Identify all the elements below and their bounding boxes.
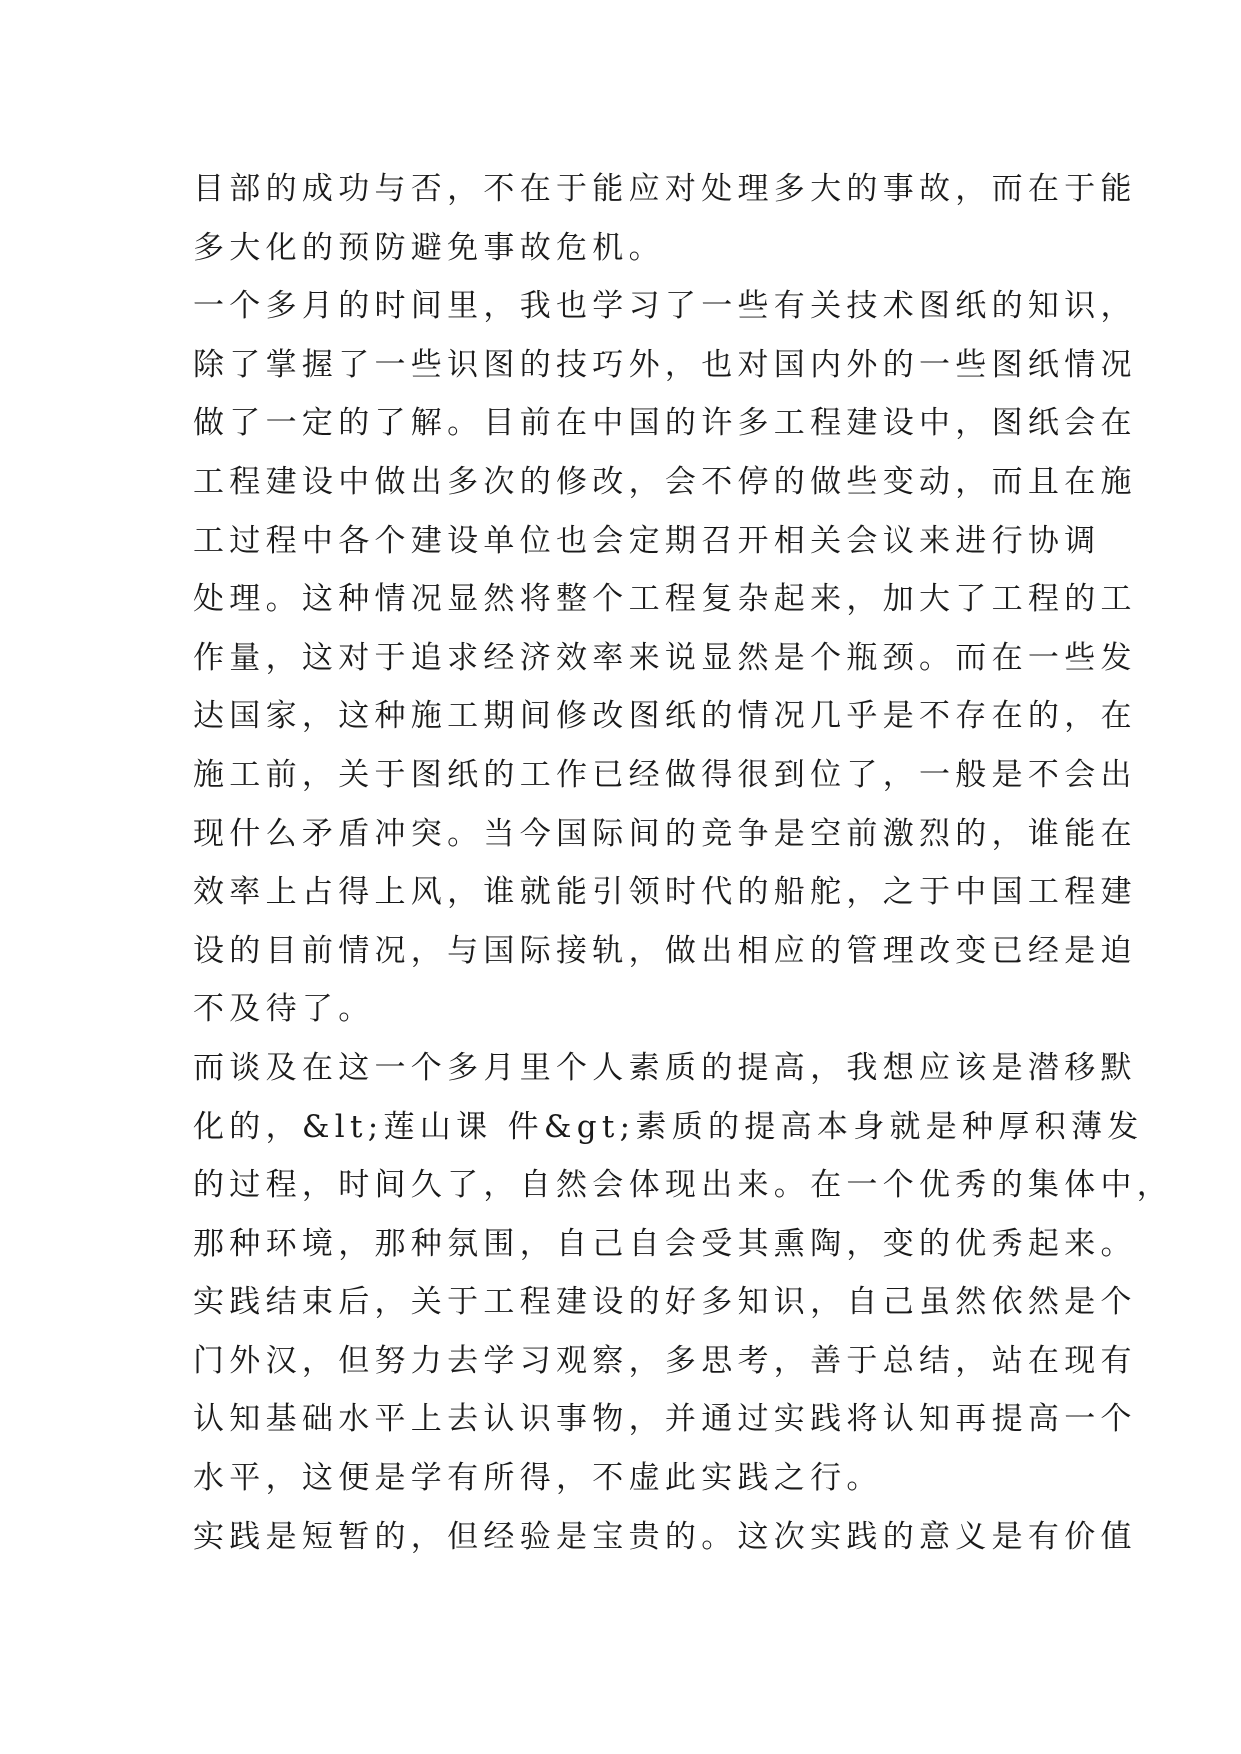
text-line: 的过程，时间久了，自然会体现出来。在一个优秀的集体中， xyxy=(193,1167,1174,1204)
text-line: 做了一定的了解。目前在中国的许多工程建设中，图纸会在 xyxy=(193,405,1137,442)
text-line: 工过程中各个建设单位也会定期召开相关会议来进行协调 xyxy=(193,522,1101,559)
text-line: 作量，这对于追求经济效率来说显然是个瓶颈。而在一些发 xyxy=(193,639,1137,676)
text-line: 达国家，这种施工期间修改图纸的情况几乎是不存在的，在 xyxy=(193,698,1137,735)
text-line: 实践是短暂的，但经验是宝贵的。这次实践的意义是有价值 xyxy=(193,1518,1137,1555)
text-line: 化的，&lt;莲山课 件&gt;素质的提高本身就是种厚积薄发 xyxy=(193,1108,1144,1145)
text-line: 现什么矛盾冲突。当今国际间的竞争是空前激烈的，谁能在 xyxy=(193,815,1137,852)
text-line: 而谈及在这一个多月里个人素质的提高，我想应该是潜移默 xyxy=(193,1049,1137,1086)
text-line: 认知基础水平上去认识事物，并通过实践将认知再提高一个 xyxy=(193,1401,1137,1438)
document-body xyxy=(193,160,1174,1566)
text-line: 水平，这便是学有所得，不虚此实践之行。 xyxy=(193,1460,883,1497)
text-line: 目部的成功与否，不在于能应对处理多大的事故，而在于能 xyxy=(193,171,1137,207)
text-line: 工程建设中做出多次的修改，会不停的做些变动，而且在施 xyxy=(193,463,1137,500)
text-line: 处理。这种情况显然将整个工程复杂起来，加大了工程的工 xyxy=(193,581,1137,618)
text-line: 设的目前情况，与国际接轨，做出相应的管理改变已经是迫 xyxy=(193,932,1137,969)
text-line: 不及待了。 xyxy=(193,991,375,1028)
text-line: 效率上占得上风，谁就能引领时代的船舵，之于中国工程建 xyxy=(193,874,1137,911)
text-line: 门外汉，但努力去学习观察，多思考，善于总结，站在现有 xyxy=(193,1342,1137,1379)
text-line: 一个多月的时间里，我也学习了一些有关技术图纸的知识， xyxy=(193,288,1137,325)
text-line: 多大化的预防避免事故危机。 xyxy=(193,229,665,266)
text-line: 除了掌握了一些识图的技巧外，也对国内外的一些图纸情况 xyxy=(193,346,1137,383)
text-line: 那种环境，那种氛围，自己自会受其熏陶，变的优秀起来。 xyxy=(193,1225,1137,1262)
text-line: 施工前，关于图纸的工作已经做得很到位了，一般是不会出 xyxy=(193,756,1137,793)
text-line: 实践结束后，关于工程建设的好多知识，自己虽然依然是个 xyxy=(193,1284,1137,1321)
